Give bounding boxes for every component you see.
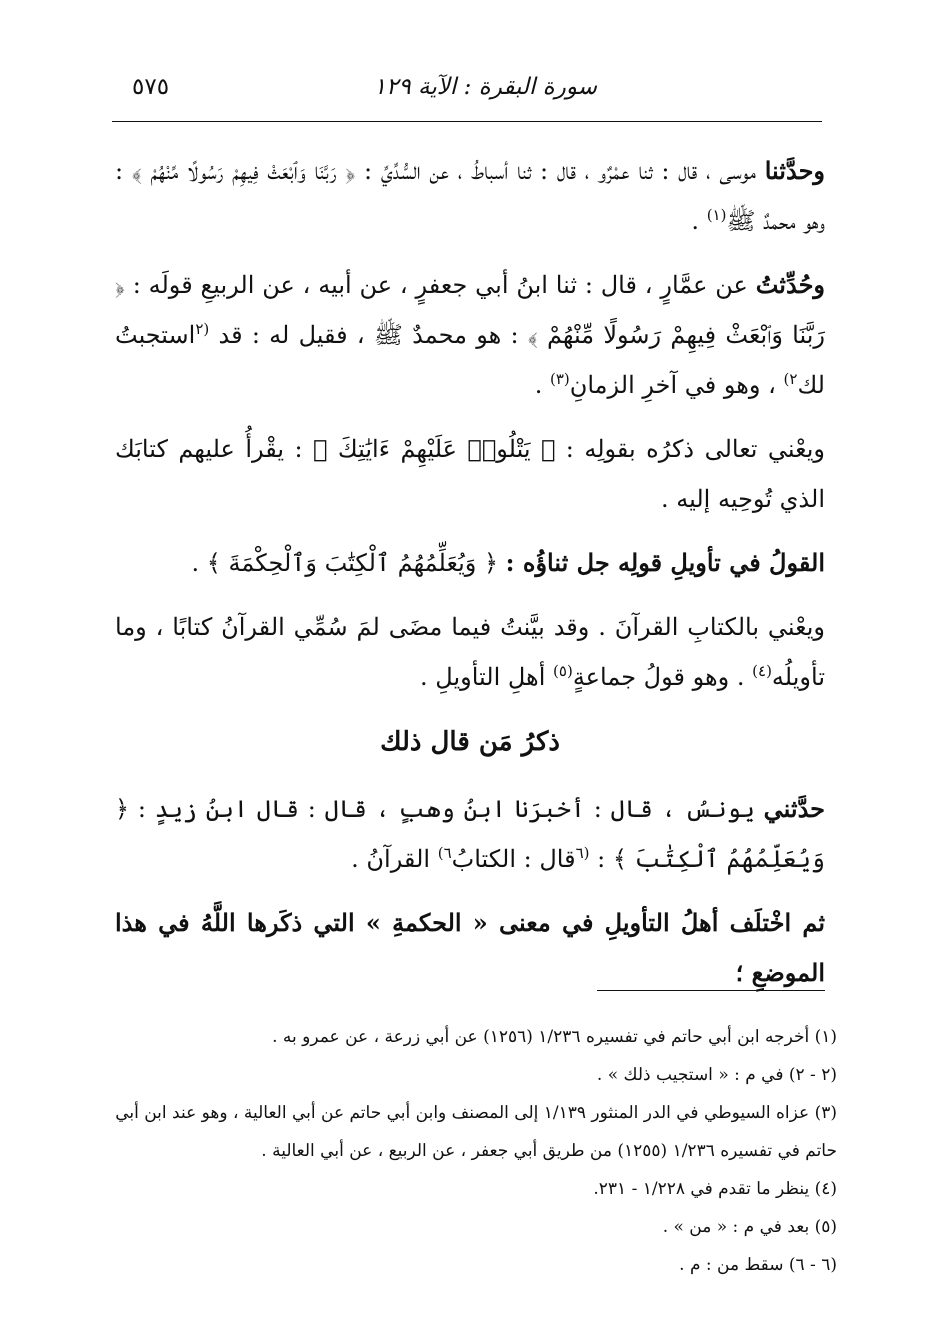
paragraph-mid: ، وهو في آخرِ الزمانِ: [569, 371, 776, 399]
paragraph-text: ويعْني تعالى ذكرُه بقولِه : ﴿ يَتْلُوا۟ عَلَيْهِمْ ءَايَٰتِكَ ﴾ : يقْرأُ عليهم كتابَك الذي تُوحِيه إليه .: [115, 435, 825, 513]
running-title: سورة البقرة : الآية ١٢٩: [373, 74, 597, 100]
footnote-4: (٤) ينظر ما تقدم في ١/٢٢٨ - ٢٣١.: [593, 1179, 837, 1199]
paragraph-1: [115, 146, 825, 246]
paragraph-mid: . وهو قولُ جماعةٍ: [572, 663, 745, 691]
footnote-ref: (٣): [549, 370, 570, 388]
paragraph-tail: القرآنُ .: [351, 845, 431, 873]
footnote-6: (٦ - ٦) سقط من : م .: [679, 1255, 837, 1275]
paragraph-lead: وحدَّثنا: [764, 156, 825, 185]
paragraph-lead: حدَّثني: [763, 794, 825, 823]
section-heading: [115, 538, 825, 588]
paragraph-lead: وحُدِّثتُ: [755, 270, 826, 299]
paragraph-mid: استجبتُ لك: [115, 321, 825, 399]
paragraph-text: عن عمَّارٍ ، قال : ثنا ابنُ أبي جعفرٍ ، عن أبيه ، عن الربيعِ قولَه : ﴿ رَبَّنَا وَٱبْعَثْ فِيهِمْ رَسُولًا مِّنْهُمْ ﴾ : هو محمدٌ ﷺ ، فقيل له : قد: [115, 271, 826, 349]
footnote-ref: ٢): [783, 370, 798, 388]
paragraph-3: [115, 424, 825, 524]
paragraph-text: موسى ، قال : ثنا عمْرٌو ، قال : ثنا أسباطُ ، عن السُّدِّيِّ : ﴿ رَبَّنَا وَٱبْعَثْ فِيهِمْ رَسُولًا مِّنْهُمْ ﴾ : وهو محمدٌ ﷺ: [115, 157, 825, 235]
page-header: [112, 68, 822, 118]
footnote-ref: (٥): [553, 662, 573, 680]
paragraph-text: ويعْني بالكتابِ القرآنَ . وقد بيَّنتُ فيما مضَى لمَ سُمِّي القرآنُ كتابًا ، وما تأويلُه: [115, 613, 825, 691]
paragraph-tail: أهلِ التأويلِ .: [420, 663, 546, 691]
footnote-3: (٣) عزاه السيوطي في الدر المنثور ١/١٣٩ إلى المصنف وابن أبي حاتم عن أبي العالية ، وهو عند ابن أبي حاتم في تفسيره ١/٢٣٦ (١٢٥٥) من طريق أبي جعفر ، عن الربيع ، عن أبي العالية .: [115, 1103, 837, 1161]
footnote-ref: (٢: [195, 320, 210, 338]
paragraph-tail: .: [534, 371, 550, 399]
footnote-rule: [597, 990, 825, 991]
page-number: ٥٧٥: [132, 74, 170, 100]
footnote-2: (٢ - ٢) في م : « استجيب ذلك » .: [596, 1065, 837, 1085]
header-rule: [112, 121, 822, 122]
paragraph-mid: قال : الكتابُ: [451, 845, 576, 873]
paragraph-2: [115, 260, 825, 410]
paragraph-lead: ثم اخْتلَف أهلُ التأويلِ في معنى « الحكمةِ » التي ذكَرها اللَّهُ في هذا الموضعِ ؛: [115, 908, 825, 987]
section-heading-verse: ﴿ وَيُعَلِّمُهُمُ ٱلْكِتَٰبَ وَٱلْحِكْمَةَ ﴾ .: [191, 549, 499, 577]
paragraph-6: [115, 898, 825, 998]
footnote-1: (١) أخرجه ابن أبي حاتم في تفسيره ١/٢٣٦ (١٢٥٦) عن أبي زرعة ، عن عمرو به .: [272, 1027, 837, 1047]
paragraph-text: يونسُ ، قال : أخبرَنا ابنُ وهبٍ ، قال : قال ابنُ زيدٍ : ﴿ وَيُعَلِّمُهُمُ ٱلْكِتَٰبَ ﴾ :: [115, 795, 825, 873]
footnote-ref: ٦): [437, 844, 452, 862]
section-heading-lead: القولُ في تأويلِ قولِه جل ثناؤُه :: [505, 548, 825, 577]
footnote-ref: (١): [706, 206, 727, 224]
footnote-5: (٥) بعد في م : « من » .: [662, 1217, 837, 1237]
footnote-ref: (٤): [752, 662, 772, 680]
footnote-ref: (٦: [575, 844, 590, 862]
paragraph-4: [115, 602, 825, 702]
main-text: [115, 146, 825, 1008]
paragraph-tail: .: [691, 207, 707, 235]
center-heading: ذكرُ مَن قال ذلك: [380, 727, 560, 757]
footnotes: [97, 1018, 837, 1284]
paragraph-5: [115, 784, 825, 884]
